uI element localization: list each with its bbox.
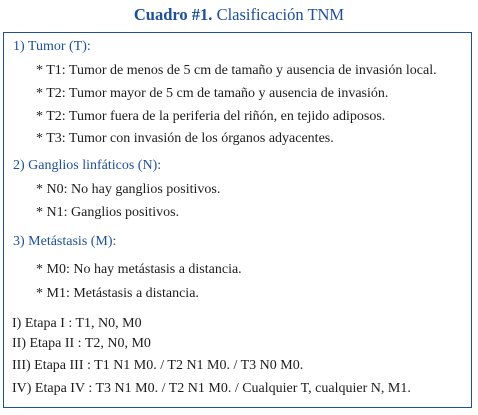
table-number: Cuadro #1.: [133, 5, 213, 24]
list-item-t3: * T3: Tumor con invasión de los órganos adyacentes.: [36, 131, 334, 146]
list-item-n0: * N0: No hay ganglios positivos.: [36, 182, 221, 197]
stage-row-3: III) Etapa III : T1 N1 M0. / T2 N1 M0. / T3 N0 M0.: [12, 358, 304, 373]
classification-box: [3, 32, 472, 408]
list-item-m1: * M1: Metástasis a distancia.: [36, 286, 199, 301]
list-item-t1: * T1: Tumor de menos de 5 cm de tamaño y ausencia de invasión local.: [36, 63, 437, 78]
list-item-t2-periphery: * T2: Tumor fuera de la periferia del riñón, en tejido adiposos.: [36, 109, 386, 124]
stage-row-2: II) Etapa II : T2, N0, M0: [12, 336, 151, 351]
list-item-t2-size: * T2: Tumor mayor de 5 cm de tamaño y ausencia de invasión.: [36, 86, 389, 101]
section-heading-tumor: 1) Tumor (T):: [13, 39, 91, 54]
section-heading-ganglios: 2) Ganglios linfáticos (N):: [13, 158, 162, 173]
stage-row-1: I) Etapa I : T1, N0, M0: [12, 316, 142, 331]
table-title: [0, 4, 478, 26]
list-item-m0: * M0: No hay metástasis a distancia.: [36, 262, 242, 277]
section-heading-metastasis: 3) Metástasis (M):: [13, 234, 117, 249]
table-caption: Clasificación TNM: [216, 5, 345, 24]
stage-row-4: IV) Etapa IV : T3 N1 M0. / T2 N1 M0. / Cualquier T, cualquier N, M1.: [12, 381, 411, 396]
list-item-n1: * N1: Ganglios positivos.: [36, 205, 180, 220]
